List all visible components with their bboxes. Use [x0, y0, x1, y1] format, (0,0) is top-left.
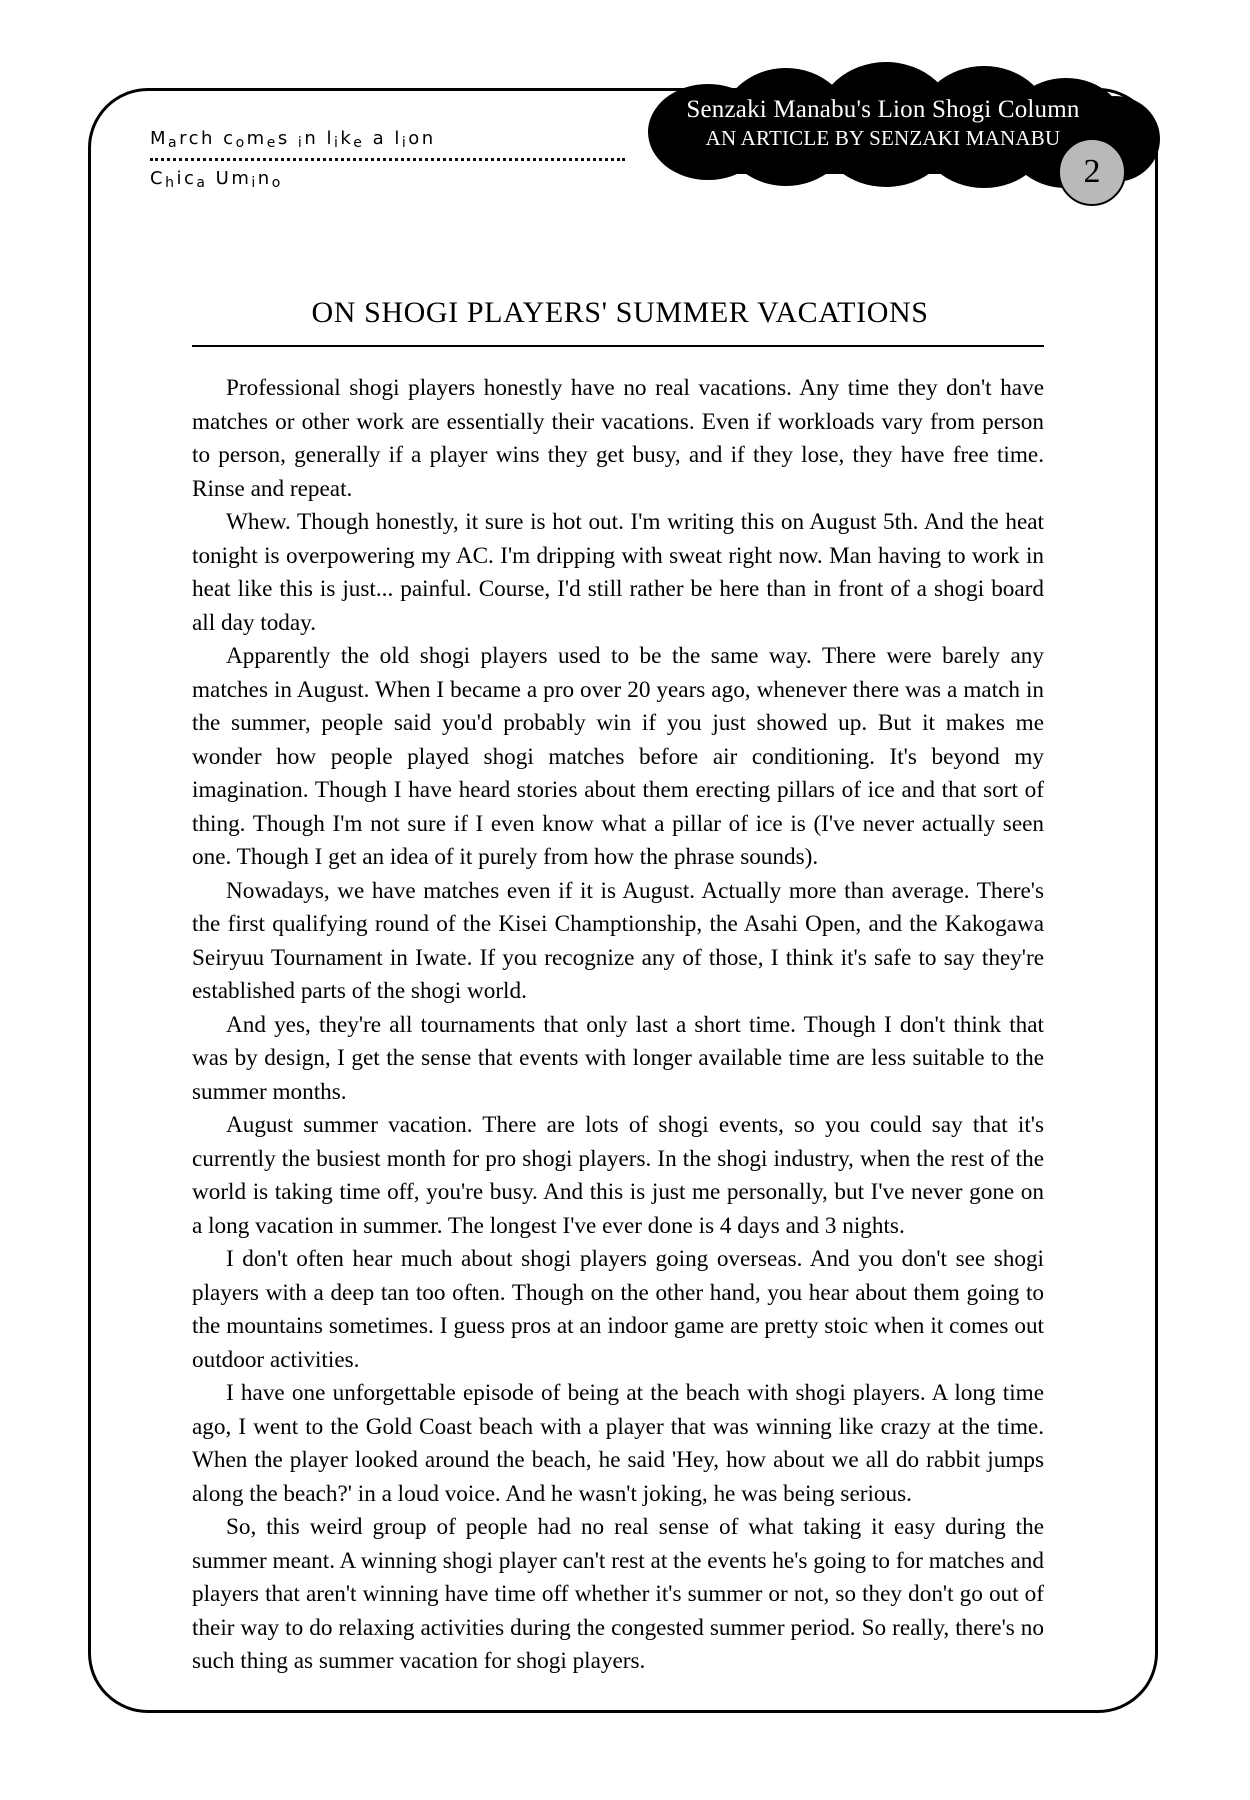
article-paragraph: August summer vacation. There are lots of shogi events, so you could say that it's currently the busiest month for pro shogi players. In the shogi industry, when the rest of the world is taking time off, you're busy. And this is just me personally, but I've never gone on a long vacation in summer. The longest I've ever done is 4 days and 3 nights.: [192, 1112, 1044, 1239]
header-credits: [150, 128, 670, 189]
article-paragraph: Nowadays, we have matches even if it is August. Actually more than average. There's the first qualifying round of the Kisei Champtionship, the Asahi Open, and the Kakogawa Seiryuu Tournament in Iwate. If you recognize any of those, I think it's safe to say they're established parts of the shogi world.: [192, 877, 1044, 1004]
header-dotted-divider: [150, 158, 625, 161]
article-paragraph: I don't often hear much about shogi players going overseas. And you don't see shogi players with a deep tan too often. Though on the other hand, you hear about them going to the mountains sometimes. I guess pros at an indoor game are pretty stoic when it comes out outdoor activities.: [192, 1246, 1044, 1373]
column-banner: [648, 62, 1160, 190]
article-paragraph: Apparently the old shogi players used to be the same way. There were barely any matches in August. When I became a pro over 20 years ago, whenever there was a match in the summer, people said you'd probably win if you just showed up. But it makes me wonder how people played shogi matches before air conditioning. It's beyond my imagination. Though I have heard stories about them erecting pillars of ice and that sort of thing. Though I'm not sure if I even know what a pillar of ice is (I've never actually seen one. Though I get an idea of it purely from how the phrase sounds).: [192, 643, 1044, 870]
article-paragraph: So, this weird group of people had no real sense of what taking it easy during the summer meant. A winning shogi player can't rest at the events he's going to for matches and players that aren't winning have time off whether it's summer or not, so they don't go out of their way to do relaxing activities during the congested summer period. So really, there's no such thing as summer vacation for shogi players.: [192, 1514, 1044, 1674]
article-paragraph: Whew. Though honestly, it sure is hot out. I'm writing this on August 5th. And the heat tonight is overpowering my AC. I'm dripping with sweat right now. Man having to work in heat like this is just... painful. Course, I'd still rather be here than in front of a shogi board all day today.: [192, 509, 1044, 636]
article-title: ON SHOGI PLAYERS' SUMMER VACATIONS: [311, 296, 929, 329]
article-paragraph: And yes, they're all tournaments that only last a short time. Though I don't think that was by design, I get the sense that events with longer available time are less suitable to the summer months.: [192, 1011, 1044, 1105]
banner-text-group: [648, 96, 1118, 151]
series-title: March comes in like a lion: [150, 128, 436, 151]
page-number-badge: 2: [1058, 138, 1126, 206]
article-paragraph: Professional shogi players honestly have no real vacations. Any time they don't have matches or other work are essentially their vacations. Even if workloads vary from person to person, generally if a player wins they get busy, and if they lose, they have free time. Rinse and repeat.: [192, 375, 1044, 502]
article-title-divider: [192, 345, 1044, 347]
author-name: Chica Umino: [150, 168, 283, 191]
banner-subtitle: AN ARTICLE BY SENZAKI MANABU: [705, 126, 1061, 150]
banner-title: Senzaki Manabu's Lion Shogi Column: [686, 96, 1080, 123]
article-paragraph: I have one unforgettable episode of being at the beach with shogi players. A long time ago, I went to the Gold Coast beach with a player that was winning like crazy at the time. When the player looked around the beach, he said 'Hey, how about we all do rabbit jumps along the beach?' in a loud voice. And he wasn't joking, he was being serious.: [192, 1380, 1044, 1507]
article-body: [192, 372, 1044, 1679]
